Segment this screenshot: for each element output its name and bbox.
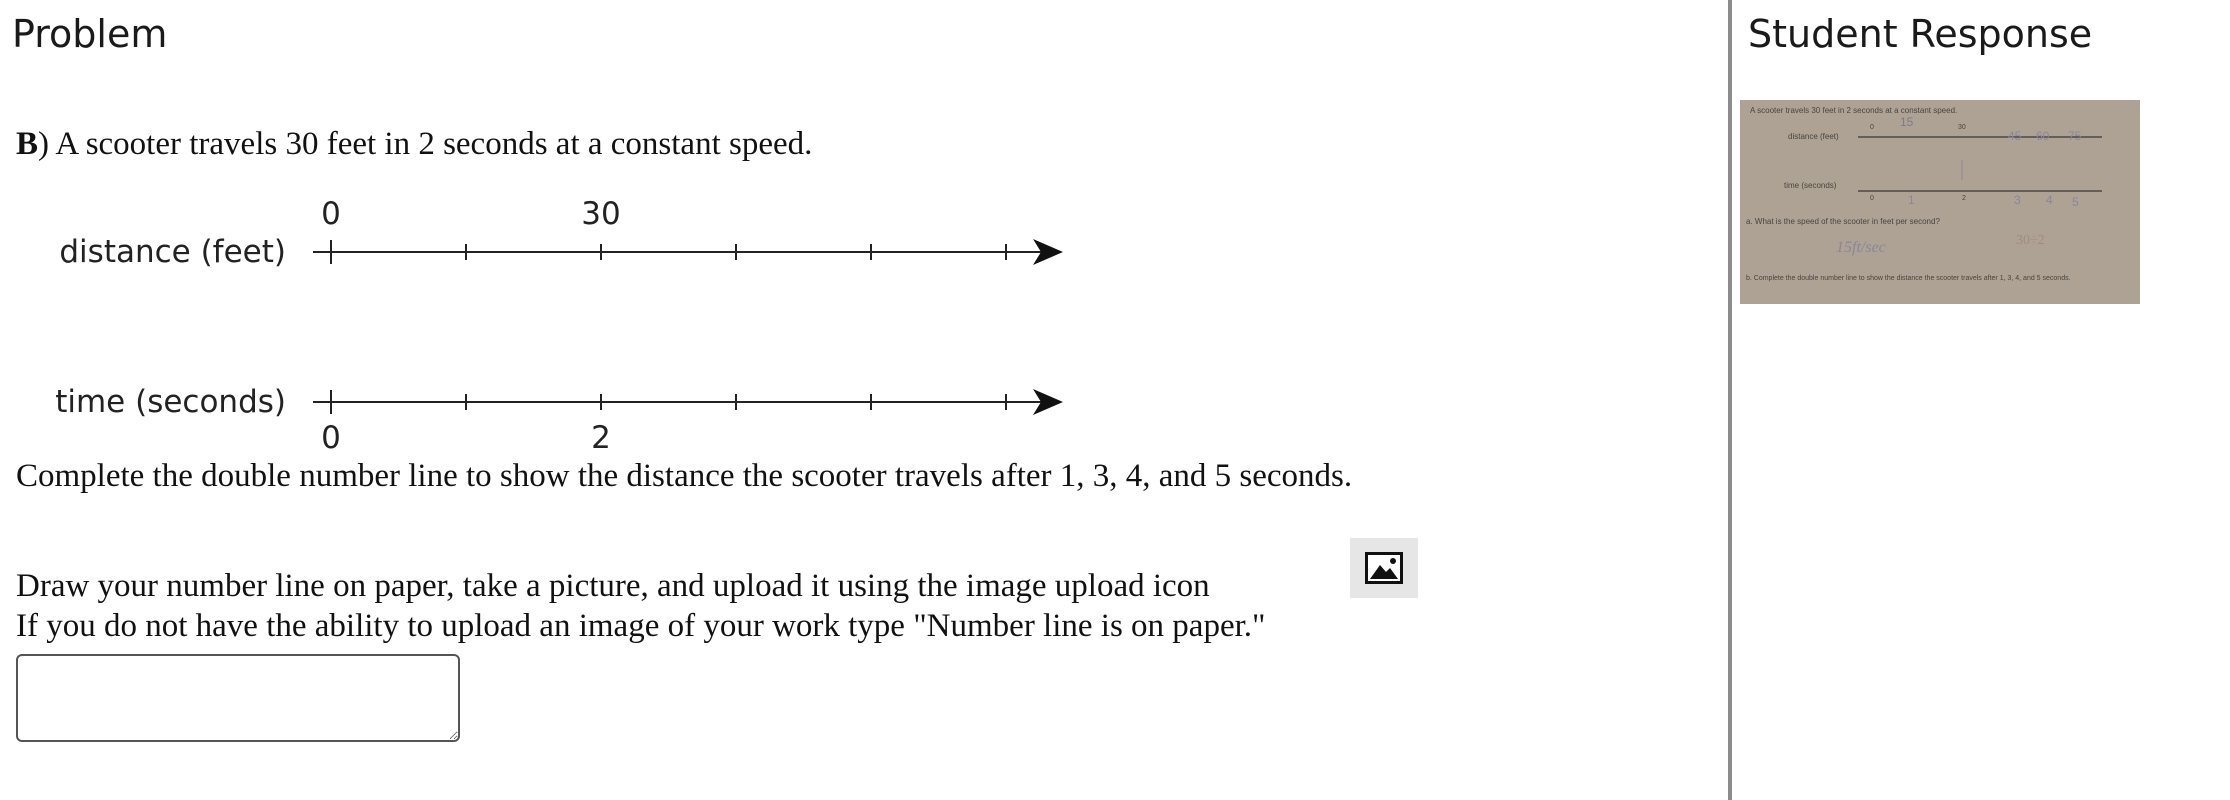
image-icon [1364, 551, 1404, 585]
time-axis-label: time (seconds) [55, 384, 286, 420]
photo-time-tick-4: 4 [2046, 193, 2053, 207]
photo-distance-label: distance (feet) [1788, 132, 1839, 141]
photo-time-tick-5: 5 [2072, 195, 2079, 209]
time-tick-2: 2 [591, 420, 611, 456]
photo-dist-tick-15: 15 [1900, 115, 1914, 129]
photo-question-a: a. What is the speed of the scooter in feet per second? [1746, 217, 1940, 226]
question-text [16, 126, 812, 163]
photo-line1: A scooter travels 30 feet in 2 seconds at a constant speed. [1750, 106, 1958, 115]
question-body: ) A scooter travels 30 feet in 2 seconds at a constant speed. [38, 126, 813, 162]
response-pane [1732, 0, 2230, 800]
photo-time-tick-1: 1 [1908, 193, 1915, 207]
photo-time-tick-2: 2 [1962, 195, 1966, 202]
photo-time-label: time (seconds) [1784, 181, 1837, 190]
student-response-photo[interactable] [1740, 100, 2140, 304]
photo-time-tick-0: 0 [1870, 195, 1874, 202]
image-upload-icon[interactable] [1350, 538, 1418, 598]
distance-tick-0: 0 [321, 196, 341, 232]
photo-question-b: b. Complete the double number line to show the distance the scooter travels after 1, 3, 4, and 5 seconds. [1746, 275, 2071, 282]
part-label: B [16, 126, 39, 162]
photo-dist-tick-75: 75 [2068, 129, 2082, 143]
complete-instruction: Complete the double number line to show the distance the scooter travels after 1, 3, 4, and 5 seconds. [16, 458, 1353, 494]
student-work-photo [1740, 100, 2140, 304]
upload-instruction: Draw your number line on paper, take a picture, and upload it using the image upload icon [16, 568, 1210, 604]
distance-axis-label: distance (feet) [59, 234, 286, 270]
distance-tick-30: 30 [581, 196, 621, 232]
problem-heading: Problem [12, 12, 168, 56]
photo-dist-tick-0: 0 [1870, 124, 1874, 131]
photo-work-a: 30÷2 [2016, 233, 2045, 248]
time-tick-0: 0 [321, 420, 341, 456]
photo-dist-tick-60: 60 [2036, 129, 2050, 143]
response-heading: Student Response [1748, 12, 2093, 56]
photo-time-tick-3: 3 [2014, 193, 2021, 207]
double-number-line [0, 190, 1100, 460]
answer-textarea[interactable] [16, 654, 460, 742]
photo-dist-tick-45: 45 [2008, 129, 2022, 143]
alt-instruction: If you do not have the ability to upload an image of your work type "Number line is on paper." [16, 608, 1266, 644]
photo-dist-tick-30: 30 [1958, 124, 1966, 131]
photo-answer-a: 15ft/sec [1836, 239, 1886, 256]
